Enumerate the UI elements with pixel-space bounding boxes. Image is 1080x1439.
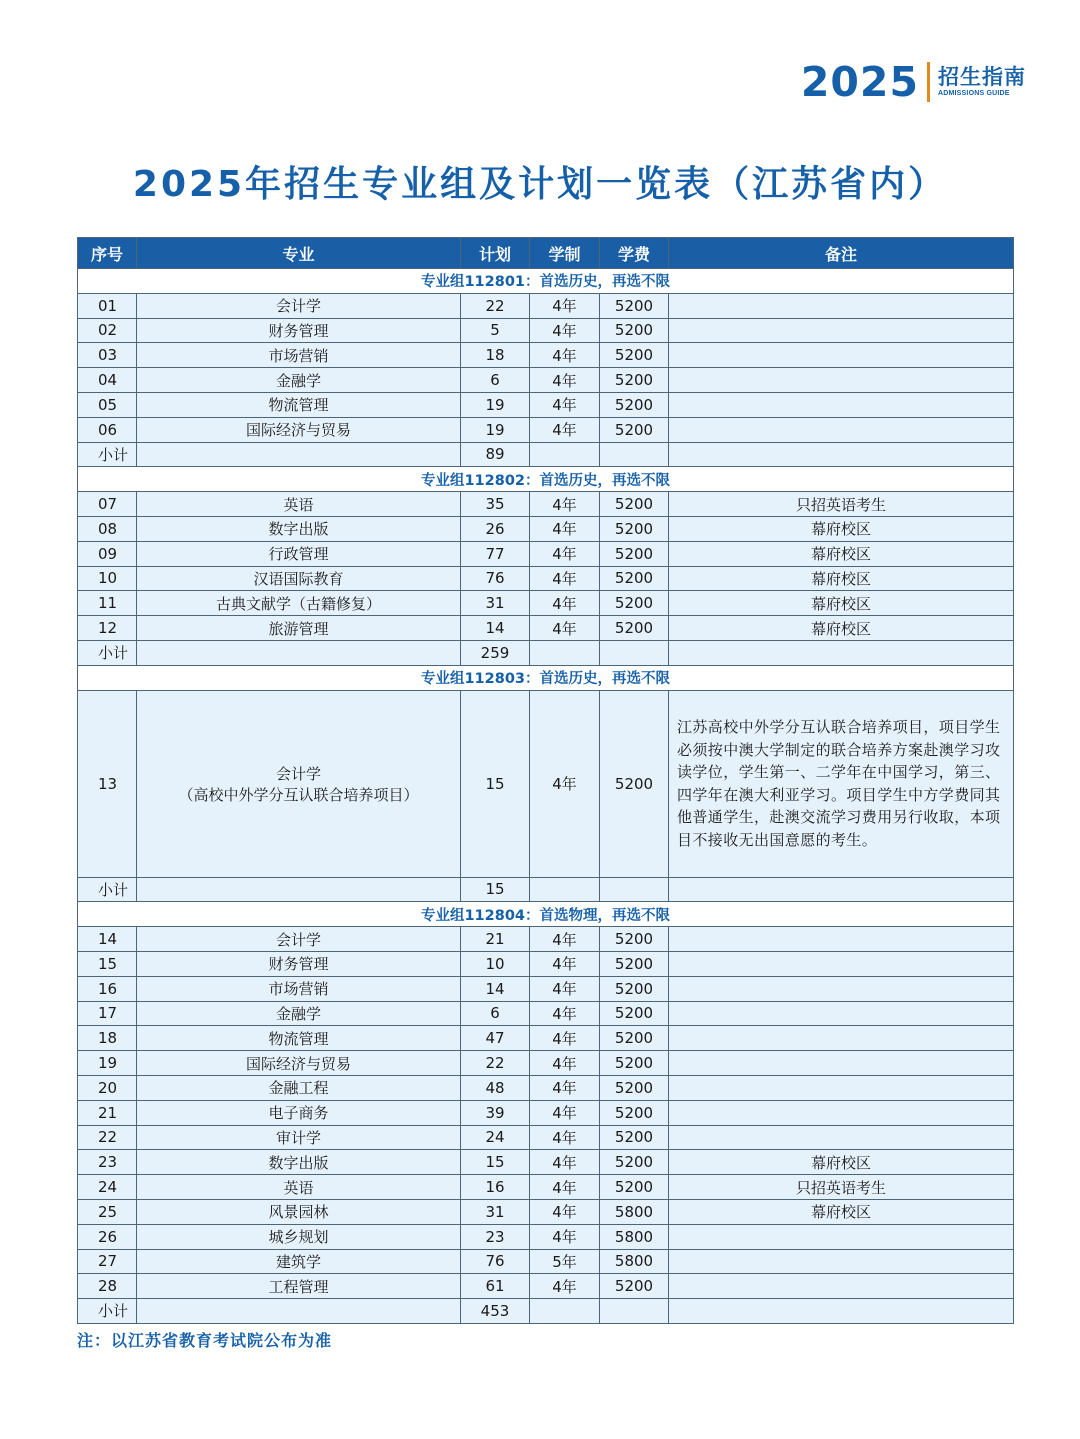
cell-note: 幕府校区: [669, 1199, 1014, 1224]
subtotal-empty-years: [530, 640, 600, 665]
cell-fee: 5800: [600, 1224, 669, 1249]
cell-years: 4年: [530, 1125, 600, 1150]
cell-years: 4年: [530, 1175, 600, 1200]
cell-plan: 22: [461, 293, 530, 318]
cell-note: 幕府校区: [669, 516, 1014, 541]
subtotal-empty-fee: [600, 877, 669, 902]
cell-plan: 22: [461, 1051, 530, 1076]
cell-major: 市场营销: [137, 343, 461, 368]
subtotal-row: [78, 640, 1014, 665]
cell-major: 英语: [137, 492, 461, 517]
cell-seq: 19: [78, 1051, 137, 1076]
header-major: 专业: [137, 238, 461, 269]
cell-plan: 15: [461, 1150, 530, 1175]
subtotal-empty-major: [137, 877, 461, 902]
subtotal-row: [78, 877, 1014, 902]
cell-major: 英语: [137, 1175, 461, 1200]
table-row: [78, 392, 1014, 417]
subtotal-value: 259: [461, 640, 530, 665]
cell-major: 金融工程: [137, 1075, 461, 1100]
cell-major: 城乡规划: [137, 1224, 461, 1249]
cell-major: 风景园林: [137, 1199, 461, 1224]
subtotal-empty-major: [137, 640, 461, 665]
cell-years: 4年: [530, 690, 600, 877]
cell-note: 只招英语考生: [669, 492, 1014, 517]
cell-fee: 5800: [600, 1199, 669, 1224]
enrollment-plan-table: [77, 237, 1014, 1324]
cell-major: 工程管理: [137, 1274, 461, 1299]
subtotal-empty-note: [669, 877, 1014, 902]
cell-fee: 5200: [600, 690, 669, 877]
group-label: 专业组112801：首选历史，再选不限: [78, 269, 1014, 294]
table-header-row: [78, 238, 1014, 269]
cell-plan: 23: [461, 1224, 530, 1249]
cell-fee: 5200: [600, 368, 669, 393]
cell-years: 4年: [530, 591, 600, 616]
group-header-row: [78, 467, 1014, 492]
header-years: 学制: [530, 238, 600, 269]
cell-major: 古典文献学（古籍修复）: [137, 591, 461, 616]
subtotal-label: 小计: [78, 442, 137, 467]
cell-fee: 5200: [600, 318, 669, 343]
cell-major: 汉语国际教育: [137, 566, 461, 591]
table-row: [78, 516, 1014, 541]
group-label: 专业组112803：首选历史，再选不限: [78, 665, 1014, 690]
cell-note: [669, 1274, 1014, 1299]
cell-plan: 76: [461, 566, 530, 591]
cell-plan: 31: [461, 1199, 530, 1224]
cell-seq: 24: [78, 1175, 137, 1200]
subtotal-value: 89: [461, 442, 530, 467]
cell-seq: 13: [78, 690, 137, 877]
table-row: [78, 1199, 1014, 1224]
cell-plan: 19: [461, 417, 530, 442]
cell-major: 审计学: [137, 1125, 461, 1150]
cell-major: 国际经济与贸易: [137, 417, 461, 442]
cell-fee: 5200: [600, 1026, 669, 1051]
logo-title-cn: 招生指南: [938, 65, 1026, 89]
cell-years: 4年: [530, 392, 600, 417]
cell-years: 4年: [530, 1199, 600, 1224]
cell-note: [669, 1125, 1014, 1150]
cell-years: 4年: [530, 318, 600, 343]
cell-fee: 5200: [600, 293, 669, 318]
cell-years: 4年: [530, 343, 600, 368]
cell-fee: 5200: [600, 1075, 669, 1100]
cell-years: 4年: [530, 976, 600, 1001]
page-title: 2025年招生专业组及计划一览表（江苏省内）: [132, 164, 948, 205]
subtotal-empty-years: [530, 877, 600, 902]
cell-note: [669, 1224, 1014, 1249]
cell-note: [669, 1249, 1014, 1274]
footnote: 注：以江苏省教育考试院公布为准: [77, 1331, 333, 1350]
subtotal-empty-years: [530, 442, 600, 467]
subtotal-row: [78, 1299, 1014, 1324]
cell-fee: 5200: [600, 541, 669, 566]
table-row: [78, 541, 1014, 566]
cell-note: 幕府校区: [669, 1150, 1014, 1175]
cell-note: [669, 293, 1014, 318]
cell-seq: 17: [78, 1001, 137, 1026]
cell-plan: 35: [461, 492, 530, 517]
major-subtitle: （高校中外学分互认联合培养项目）: [178, 785, 419, 804]
subtotal-empty-major: [137, 442, 461, 467]
cell-fee: 5200: [600, 1125, 669, 1150]
cell-seq: 06: [78, 417, 137, 442]
cell-years: 5年: [530, 1249, 600, 1274]
brand-logo: [801, 58, 1026, 106]
cell-major: 会计学: [137, 927, 461, 952]
cell-note: 幕府校区: [669, 566, 1014, 591]
cell-fee: 5200: [600, 492, 669, 517]
cell-seq: 07: [78, 492, 137, 517]
cell-plan: 26: [461, 516, 530, 541]
table-row: [78, 492, 1014, 517]
table-row: [78, 927, 1014, 952]
cell-fee: 5200: [600, 392, 669, 417]
cell-plan: 21: [461, 927, 530, 952]
cell-fee: 5200: [600, 516, 669, 541]
cell-note: [669, 951, 1014, 976]
cell-seq: 02: [78, 318, 137, 343]
subtotal-empty-fee: [600, 640, 669, 665]
cell-note: [669, 927, 1014, 952]
cell-seq: 26: [78, 1224, 137, 1249]
cell-plan: 18: [461, 343, 530, 368]
logo-year: 2025: [800, 58, 919, 106]
cell-note: 幕府校区: [669, 616, 1014, 641]
cell-major: 财务管理: [137, 951, 461, 976]
cell-years: 4年: [530, 1001, 600, 1026]
cell-fee: 5200: [600, 1001, 669, 1026]
cell-years: 4年: [530, 1075, 600, 1100]
table-row: [78, 417, 1014, 442]
table-row: [78, 1175, 1014, 1200]
cell-fee: 5200: [600, 1150, 669, 1175]
cell-seq: 11: [78, 591, 137, 616]
subtotal-empty-major: [137, 1299, 461, 1324]
group-header-row: [78, 665, 1014, 690]
cell-plan: 10: [461, 951, 530, 976]
cell-note: [669, 1026, 1014, 1051]
cell-note: [669, 318, 1014, 343]
cell-years: 4年: [530, 1224, 600, 1249]
header-fee: 学费: [600, 238, 669, 269]
subtotal-empty-note: [669, 1299, 1014, 1324]
table-row: [78, 951, 1014, 976]
cell-note: [669, 417, 1014, 442]
cell-major: 电子商务: [137, 1100, 461, 1125]
cell-plan: 14: [461, 976, 530, 1001]
cell-seq: 21: [78, 1100, 137, 1125]
subtotal-value: 453: [461, 1299, 530, 1324]
cell-years: 4年: [530, 927, 600, 952]
cell-major: 金融学: [137, 368, 461, 393]
cell-note: [669, 1001, 1014, 1026]
cell-fee: 5200: [600, 616, 669, 641]
cell-major: 金融学: [137, 1001, 461, 1026]
cell-seq: 20: [78, 1075, 137, 1100]
table-row: [78, 1249, 1014, 1274]
table-row: [78, 318, 1014, 343]
group-header-row: [78, 902, 1014, 927]
subtotal-empty-note: [669, 640, 1014, 665]
cell-years: 4年: [530, 417, 600, 442]
cell-years: 4年: [530, 492, 600, 517]
cell-seq: 16: [78, 976, 137, 1001]
logo-divider: [927, 62, 930, 102]
cell-plan: 14: [461, 616, 530, 641]
cell-seq: 28: [78, 1274, 137, 1299]
cell-note: 幕府校区: [669, 541, 1014, 566]
header-plan: 计划: [461, 238, 530, 269]
cell-note: [669, 976, 1014, 1001]
cell-years: 4年: [530, 293, 600, 318]
cell-seq: 01: [78, 293, 137, 318]
table-row: [78, 690, 1014, 877]
cell-fee: 5200: [600, 1274, 669, 1299]
table-row: [78, 591, 1014, 616]
subtotal-row: [78, 442, 1014, 467]
cell-major: 物流管理: [137, 392, 461, 417]
cell-major: 市场营销: [137, 976, 461, 1001]
table-body: [78, 269, 1014, 1324]
cell-years: 4年: [530, 541, 600, 566]
cell-seq: 08: [78, 516, 137, 541]
subtotal-empty-fee: [600, 442, 669, 467]
group-header-row: [78, 269, 1014, 294]
cell-seq: 14: [78, 927, 137, 952]
cell-note: 只招英语考生: [669, 1175, 1014, 1200]
table-row: [78, 293, 1014, 318]
cell-note: 幕府校区: [669, 591, 1014, 616]
table-row: [78, 1125, 1014, 1150]
cell-note: [669, 1075, 1014, 1100]
cell-fee: 5200: [600, 976, 669, 1001]
cell-major: 旅游管理: [137, 616, 461, 641]
cell-seq: 27: [78, 1249, 137, 1274]
cell-fee: 5200: [600, 566, 669, 591]
table-row: [78, 976, 1014, 1001]
cell-major: 会计学: [137, 293, 461, 318]
cell-fee: 5200: [600, 951, 669, 976]
cell-plan: 61: [461, 1274, 530, 1299]
cell-plan: 47: [461, 1026, 530, 1051]
cell-plan: 19: [461, 392, 530, 417]
cell-note: [669, 343, 1014, 368]
cell-major: 数字出版: [137, 516, 461, 541]
subtotal-value: 15: [461, 877, 530, 902]
major-name: 会计学: [275, 764, 321, 783]
cell-note: [669, 392, 1014, 417]
cell-seq: 04: [78, 368, 137, 393]
table-row: [78, 566, 1014, 591]
cell-seq: 25: [78, 1199, 137, 1224]
cell-years: 4年: [530, 1051, 600, 1076]
subtotal-empty-years: [530, 1299, 600, 1324]
cell-fee: 5200: [600, 927, 669, 952]
cell-plan: 39: [461, 1100, 530, 1125]
subtotal-label: 小计: [78, 877, 137, 902]
table-row: [78, 1026, 1014, 1051]
cell-plan: 24: [461, 1125, 530, 1150]
subtotal-label: 小计: [78, 1299, 137, 1324]
cell-fee: 5800: [600, 1249, 669, 1274]
cell-major: 建筑学: [137, 1249, 461, 1274]
cell-seq: 03: [78, 343, 137, 368]
table-row: [78, 1224, 1014, 1249]
cell-plan: 31: [461, 591, 530, 616]
cell-major: 行政管理: [137, 541, 461, 566]
logo-title-en: ADMISSIONS GUIDE: [938, 90, 1010, 97]
cell-plan: 6: [461, 1001, 530, 1026]
cell-note: [669, 1100, 1014, 1125]
cell-note: [669, 1051, 1014, 1076]
cell-years: 4年: [530, 616, 600, 641]
cell-years: 4年: [530, 1150, 600, 1175]
group-label: 专业组112802：首选历史，再选不限: [78, 467, 1014, 492]
cell-years: 4年: [530, 368, 600, 393]
table-row: [78, 1075, 1014, 1100]
cell-seq: 09: [78, 541, 137, 566]
cell-note: 江苏高校中外学分互认联合培养项目，项目学生必须按中澳大学制定的联合培养方案赴澳学习攻读学位，学生第一、二学年在中国学习，第三、四学年在澳大利亚学习。项目学生中方学费同其他普通学生，赴澳交流学习费用另行收取，本项目不接收无出国意愿的考生。: [669, 690, 1014, 877]
table-row: [78, 343, 1014, 368]
cell-years: 4年: [530, 1274, 600, 1299]
cell-major: 数字出版: [137, 1150, 461, 1175]
cell-fee: 5200: [600, 343, 669, 368]
subtotal-empty-note: [669, 442, 1014, 467]
cell-plan: 6: [461, 368, 530, 393]
cell-fee: 5200: [600, 591, 669, 616]
cell-years: 4年: [530, 1026, 600, 1051]
group-label: 专业组112804：首选物理，再选不限: [78, 902, 1014, 927]
cell-seq: 23: [78, 1150, 137, 1175]
cell-years: 4年: [530, 566, 600, 591]
cell-seq: 05: [78, 392, 137, 417]
cell-years: 4年: [530, 951, 600, 976]
table-row: [78, 1100, 1014, 1125]
cell-plan: 77: [461, 541, 530, 566]
cell-major: [137, 690, 461, 877]
cell-plan: 5: [461, 318, 530, 343]
cell-seq: 22: [78, 1125, 137, 1150]
cell-plan: 48: [461, 1075, 530, 1100]
cell-fee: 5200: [600, 1051, 669, 1076]
cell-plan: 15: [461, 690, 530, 877]
cell-plan: 76: [461, 1249, 530, 1274]
subtotal-empty-fee: [600, 1299, 669, 1324]
table-row: [78, 1150, 1014, 1175]
cell-years: 4年: [530, 1100, 600, 1125]
cell-fee: 5200: [600, 1100, 669, 1125]
cell-major: 国际经济与贸易: [137, 1051, 461, 1076]
cell-fee: 5200: [600, 1175, 669, 1200]
table-row: [78, 1051, 1014, 1076]
table-row: [78, 1001, 1014, 1026]
cell-years: 4年: [530, 516, 600, 541]
cell-fee: 5200: [600, 417, 669, 442]
table-row: [78, 1274, 1014, 1299]
cell-major: 财务管理: [137, 318, 461, 343]
cell-plan: 16: [461, 1175, 530, 1200]
table-row: [78, 368, 1014, 393]
cell-seq: 12: [78, 616, 137, 641]
cell-seq: 15: [78, 951, 137, 976]
cell-seq: 18: [78, 1026, 137, 1051]
subtotal-label: 小计: [78, 640, 137, 665]
cell-seq: 10: [78, 566, 137, 591]
cell-major: 物流管理: [137, 1026, 461, 1051]
cell-note: [669, 368, 1014, 393]
logo-text: [938, 65, 1026, 99]
header-note: 备注: [669, 238, 1014, 269]
header-seq: 序号: [78, 238, 137, 269]
table-row: [78, 616, 1014, 641]
